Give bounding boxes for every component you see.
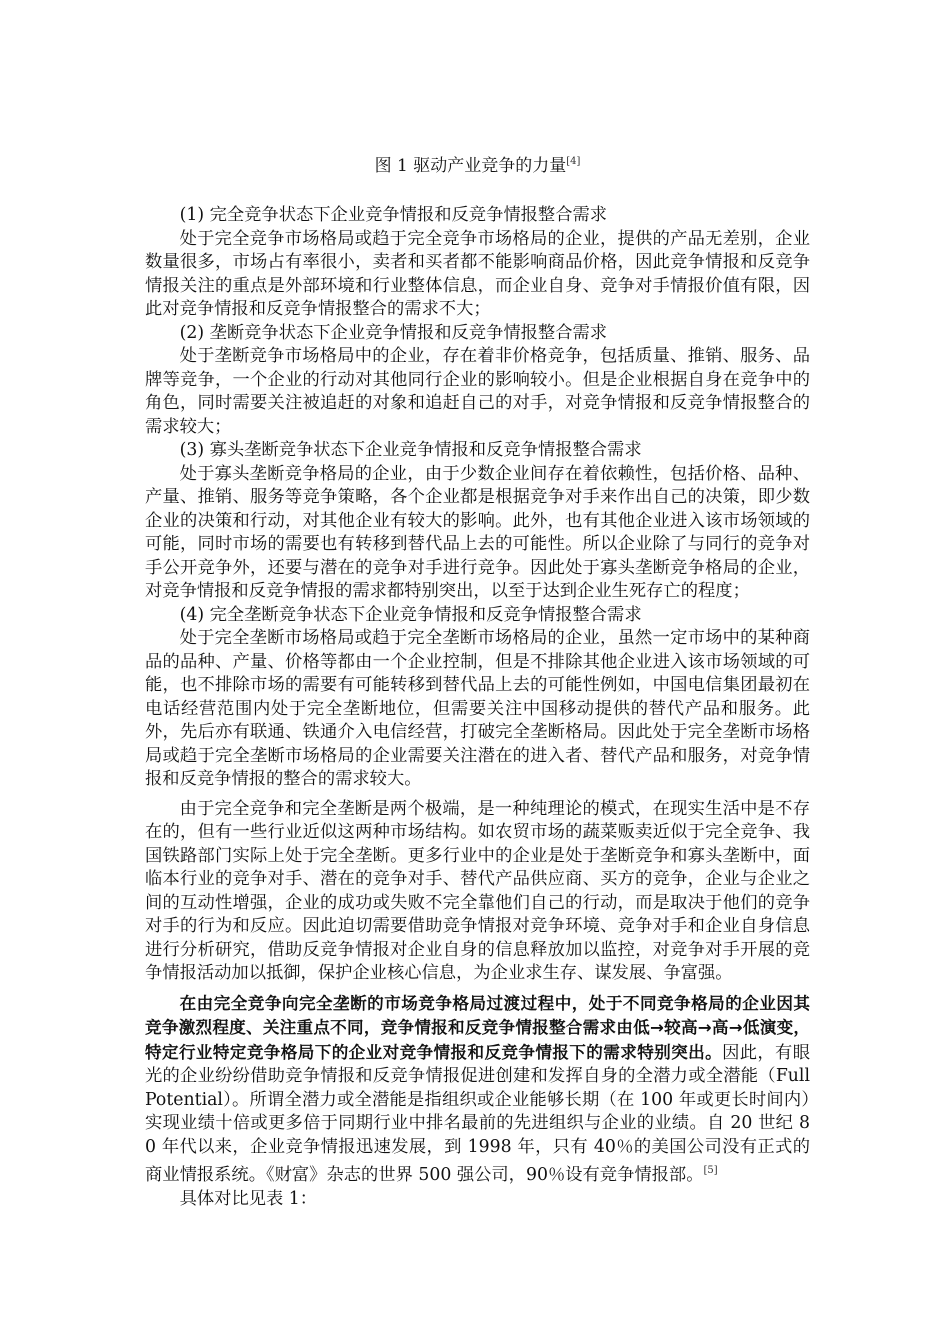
paragraph-extremes: 由于完全竞争和完全垄断是两个极端，是一种纯理论的模式，在现实生活中是不存在的，但有一些行业近似这两种市场结构。如农贸市场的蔬菜贩卖近似于完全竞争、我国铁路部门实际上处于完全垄断。更多行业中的企业是处于垄断竞争和寡头垄断中，面临本行业的竞争对手、潜在的竞争对手、替代产品供应商、买方的竞争，企业与企业之间的互动性增强，企业的成功或失败不完全靠他们自己的行动，而是取决于他们的竞争对手的行为和反应。因此迫切需要借助竞争情报对竞争环境、竞争对手和企业自身信息进行分析研究，借助反竞争情报对企业自身的信息释放加以监控，对竞争对手开展的竞争情报活动加以抵御，保护企业核心信息，为企业求生存、谋发展、争富强。	[145, 798, 810, 983]
section-heading-4: (4) 完全垄断竞争状态下企业竞争情报和反竞争情报整合需求	[179, 604, 642, 625]
section-body-1: 处于完全竞争市场格局或趋于完全竞争市场格局的企业，提供的产品无差别，企业数量很多，市场占有率很小，卖者和买者都不能影响商品价格，因此竞争情报和反竞争情报关注的重点是外部环境和行业整体信息，而企业自身、竞争对手情报价值有限，因此对竞争情报和反竞争情报整合的需求不大；	[145, 228, 810, 319]
figure-caption-citation: [4]	[566, 156, 581, 167]
section-body-3: 处于寡头垄断竞争格局的企业，由于少数企业间存在着依赖性，包括价格、品种、产量、推销、服务等竞争策略，各个企业都是根据竞争对手来作出自己的决策，即少数企业的决策和行动，对其他企业有较大的影响。此外，也有其他企业进入该市场领域的可能，同时市场的需要也有转移到替代品上去的可能性。所以企业除了与同行的竞争对手公开竞争外，还要与潜在的竞争对手进行竞争。因此处于寡头垄断竞争格局的企业，对竞争情报和反竞争情报的需求都特别突出，以至于达到企业生死存亡的程度；	[145, 463, 810, 601]
section-body-4: 处于完全垄断市场格局或趋于完全垄断市场格局的企业，虽然一定市场中的某种商品的品种、产量、价格等都由一个企业控制，但是不排除其他企业进入该市场领域的可能，也不排除市场的需要有可能转移到替代品上去的可能性例如，中国电信集团最初在电话经营范围内处于完全垄断地位，但需要关注中国移动提供的替代产品和服务。此外，先后亦有联通、铁通介入电信经营，打破完全垄断格局。因此处于完全垄断市场格局或趋于完全垄断市场格局的企业需要关注潜在的进入者、替代产品和服务，对竞争情报和反竞争情报的整合的需求较大。	[145, 628, 810, 789]
paragraph-transition-normal: 因此，有眼光的企业纷纷借助竞争情报和反竞争情报促进创建和发挥自身的全潜力或全潜能（Full Potential）。所谓全潜力或全潜能是指组织或企业能够长期（在 100 年或更长时间内）实现业绩十倍或更多倍于同期行业中排名最前的先进组织与企业的业绩。自 20 世纪 80 年代以来，企业竞争情报迅速发展，到 1998 年，只有 40％的美国公司没有正式的商业情报系统。《财富》杂志的世界 500 强公司，90％设有竞争情报部。	[145, 1042, 810, 1185]
document-page	[145, 150, 810, 1211]
paragraph-transition-citation: [5]	[703, 1165, 718, 1176]
section-body-2: 处于垄断竞争市场格局中的企业，存在着非价格竞争，包括质量、推销、服务、品牌等竞争，一个企业的行动对其他同行企业的影响较小。但是企业根据自身在竞争中的角色，同时需要关注被追赶的对象和追赶自己的对手，对竞争情报和反竞争情报整合的需求较大；	[145, 346, 810, 437]
section-heading-3: (3) 寡头垄断竞争状态下企业竞争情报和反竞争情报整合需求	[179, 440, 642, 460]
section-heading-2: (2) 垄断竞争状态下企业竞争情报和反竞争情报整合需求	[179, 322, 608, 343]
paragraph-table-reference: 具体对比见表 1：	[179, 1188, 318, 1209]
paragraph-transition-bold: 在由完全竞争向完全垄断的市场竞争格局过渡过程中，处于不同竞争格局的企业因其竞争激烈程度、关注重点不同，竞争情报和反竞争情报整合需求由低→较高→高→低演变，特定行业特定竞争格局下的企业对竞争情报和反竞争情报下的需求特别突出。	[145, 993, 810, 1062]
figure-caption	[145, 150, 810, 178]
paragraph-transition	[145, 992, 810, 1188]
figure-caption-text: 图 1 驱动产业竞争的力量	[374, 156, 567, 176]
section-heading-1: (1) 完全竞争状态下企业竞争情报和反竞争情报整合需求	[179, 205, 608, 225]
